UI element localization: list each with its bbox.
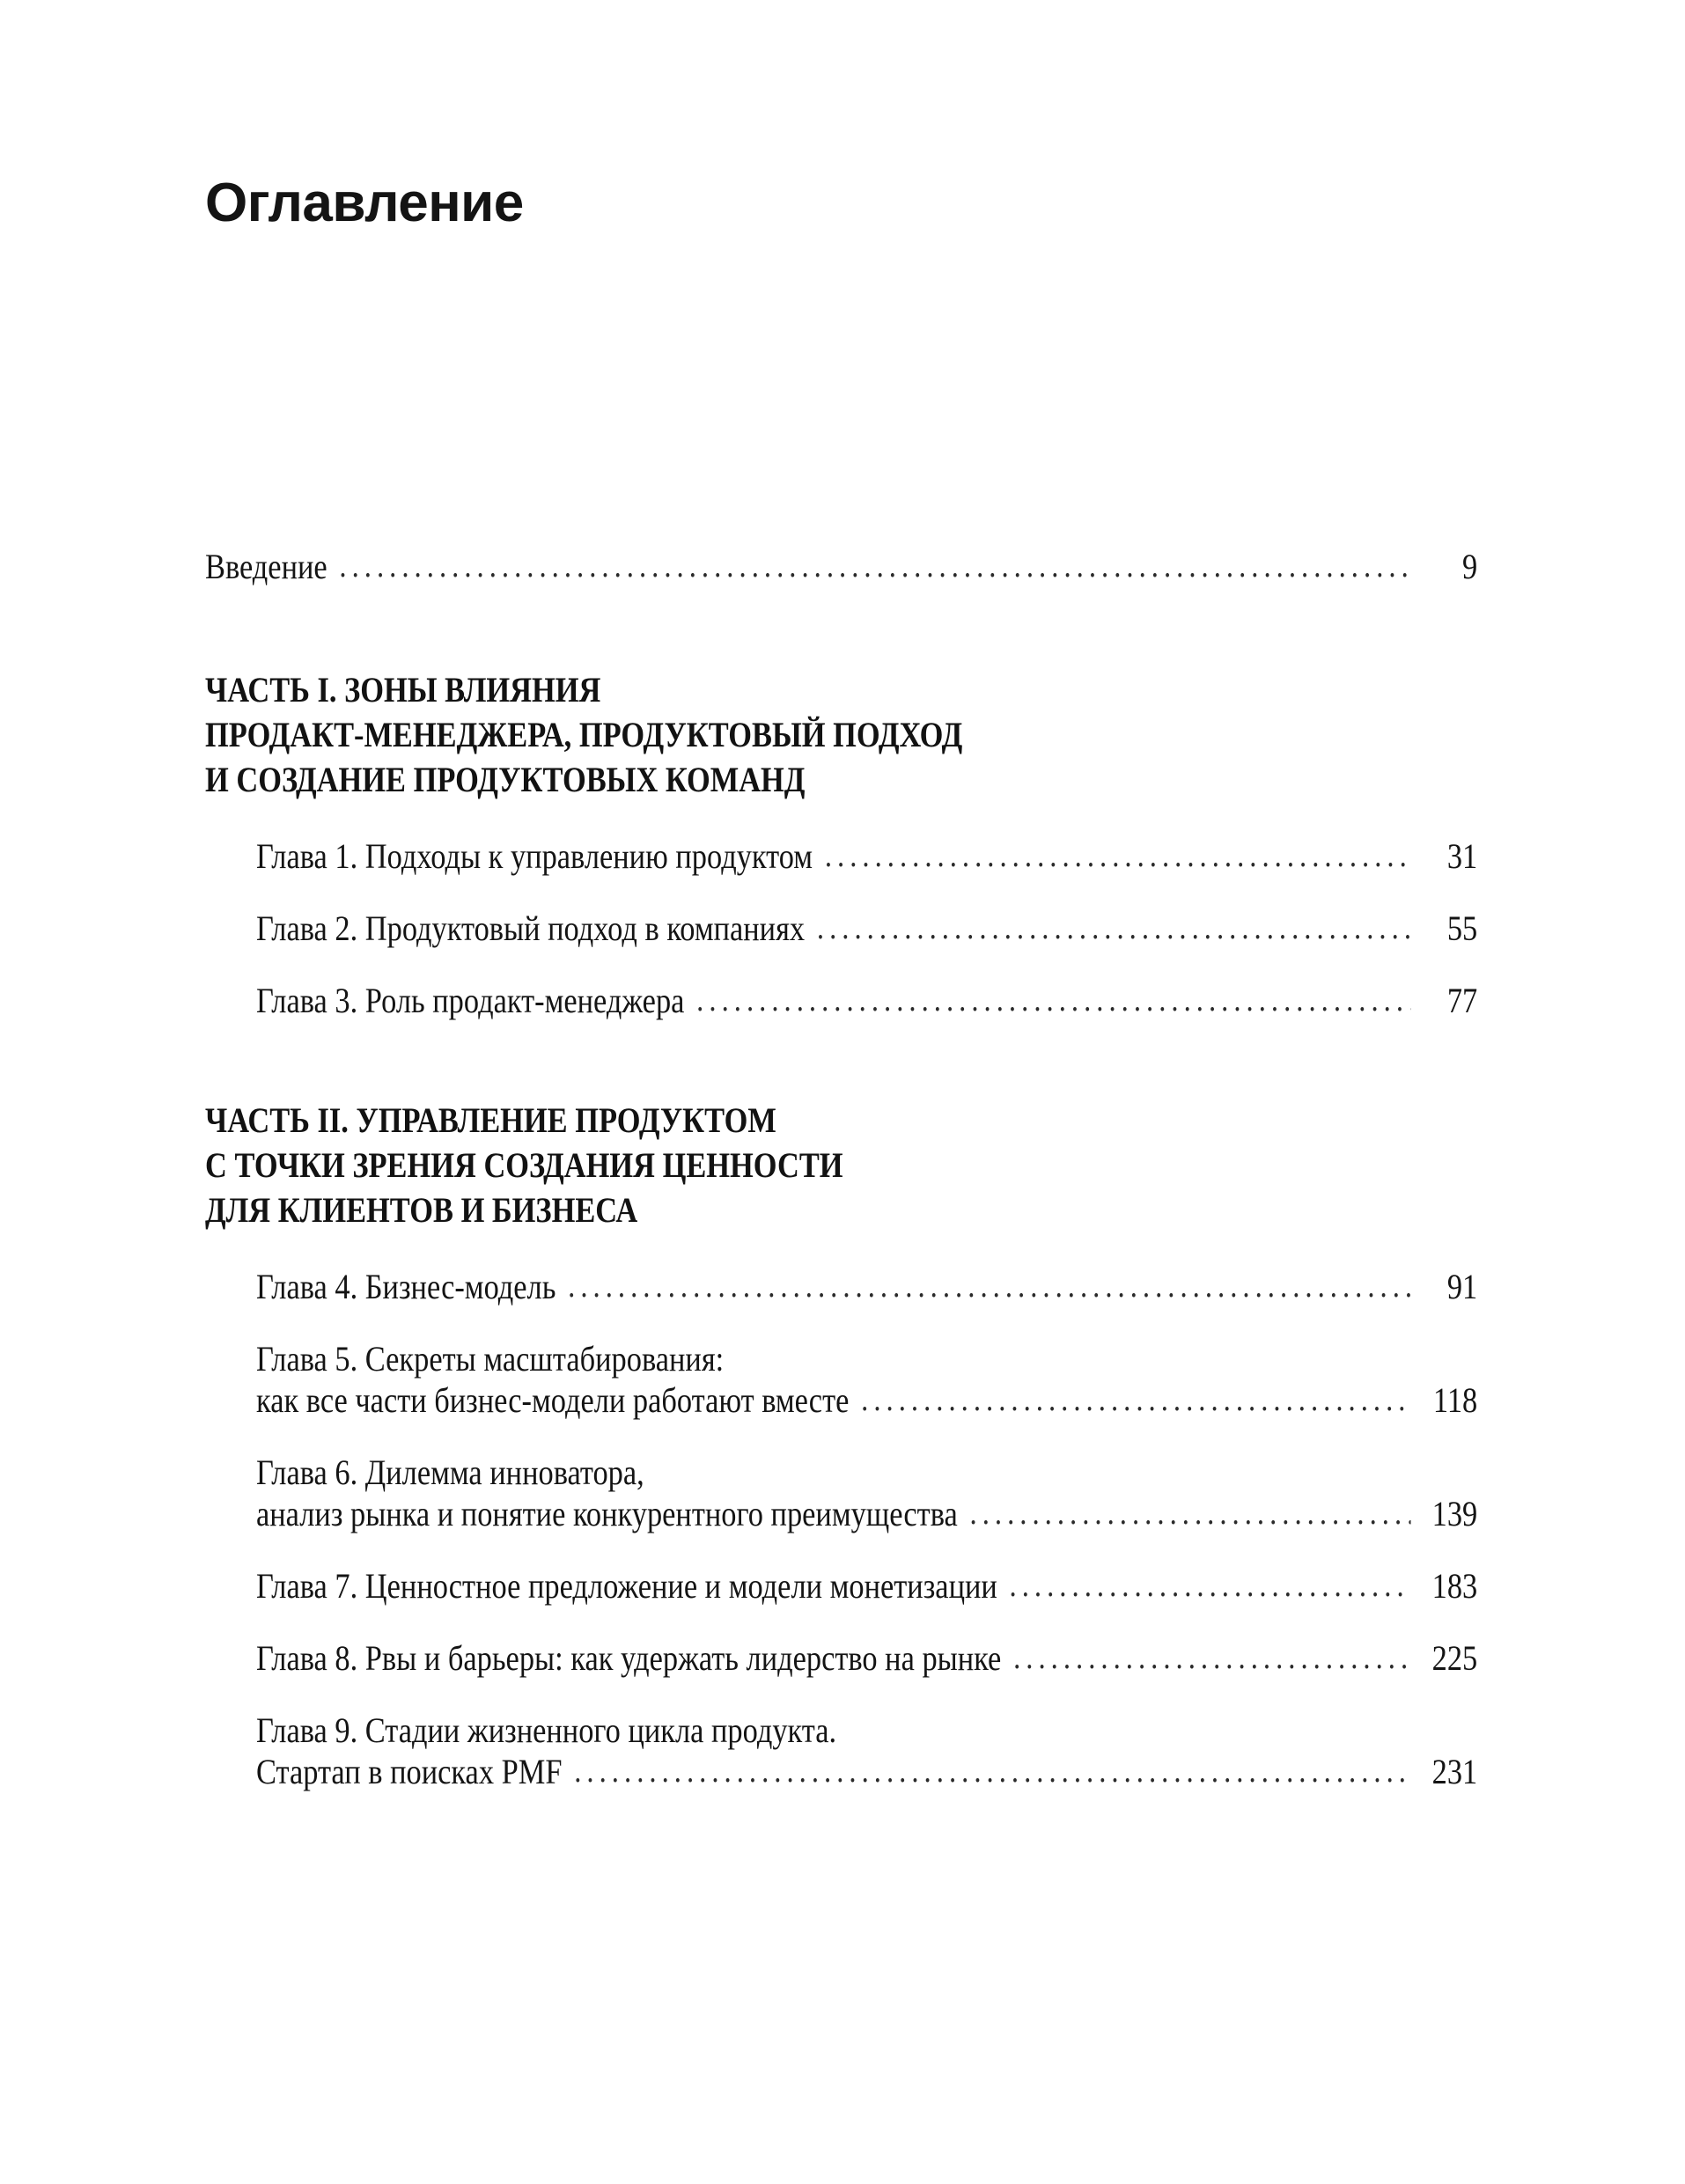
toc-entry-page-number: 91 bbox=[1446, 1267, 1478, 1307]
spacer bbox=[205, 1607, 1477, 1637]
toc-entry-chapter-4[interactable] bbox=[256, 1266, 1477, 1308]
part-heading-line: ПРОДАКТ-МЕНЕДЖЕРА, ПРОДУКТОВЫЙ ПОДХОД bbox=[205, 715, 963, 755]
toc-entry-chapter-2[interactable] bbox=[256, 908, 1477, 950]
toc-entry-chapter-7[interactable] bbox=[256, 1565, 1477, 1607]
toc-entry-page-number: 183 bbox=[1431, 1566, 1478, 1607]
toc-entry-label: Глава 7. Ценностное предложение и модели монетизации bbox=[256, 1566, 997, 1607]
toc-entry-page-number: 55 bbox=[1446, 908, 1478, 949]
toc-entry-label: Глава 9. Стадии жизненного цикла продукта. bbox=[256, 1710, 837, 1750]
toc-entry-page-number: 77 bbox=[1446, 981, 1478, 1021]
page-title: Оглавление bbox=[205, 173, 524, 233]
spacer bbox=[205, 878, 1477, 908]
part-heading-1 bbox=[205, 667, 1477, 803]
toc-entry-chapter-5[interactable] bbox=[256, 1338, 1477, 1422]
toc-entry-label: Глава 4. Бизнес-модель bbox=[256, 1267, 556, 1307]
toc-entry-label: Глава 8. Рвы и барьеры: как удержать лидерство на рынке bbox=[256, 1638, 1002, 1679]
toc-entry-list bbox=[205, 546, 1477, 1793]
toc-entry-label-cont: анализ рынка и понятие конкурентного преимущества bbox=[256, 1494, 958, 1534]
dot-leader bbox=[339, 547, 1410, 586]
toc-entry-page-number: 225 bbox=[1431, 1638, 1478, 1679]
toc-entry-page-number: 9 bbox=[1462, 547, 1478, 586]
part-heading-2 bbox=[205, 1098, 1477, 1233]
toc-entry-chapter-9[interactable] bbox=[256, 1710, 1477, 1793]
spacer bbox=[205, 950, 1477, 980]
toc-entry-label: Глава 5. Секреты масштабирования: bbox=[256, 1339, 725, 1379]
spacer bbox=[205, 1680, 1477, 1710]
spacer bbox=[205, 802, 1477, 835]
dot-leader bbox=[861, 1380, 1410, 1420]
dot-leader bbox=[1010, 1566, 1411, 1606]
spacer bbox=[205, 1422, 1477, 1452]
toc-entry-page-number: 139 bbox=[1431, 1494, 1478, 1534]
toc-entry-introduction[interactable] bbox=[205, 546, 1477, 588]
toc-entry-chapter-1[interactable] bbox=[256, 835, 1477, 878]
toc-entry-chapter-3[interactable] bbox=[256, 980, 1477, 1022]
part-heading-line: С ТОЧКИ ЗРЕНИЯ СОЗДАНИЯ ЦЕННОСТИ bbox=[205, 1145, 843, 1186]
part-heading-line: ДЛЯ КЛИЕНТОВ И БИЗНЕСА bbox=[205, 1190, 638, 1231]
toc-entry-page-number: 31 bbox=[1446, 836, 1478, 877]
part-heading-line: И СОЗДАНИЕ ПРОДУКТОВЫХ КОМАНД bbox=[205, 760, 806, 800]
toc-entry-label-cont: как все части бизнес-модели работают вместе bbox=[256, 1380, 850, 1421]
toc-entry-label: Глава 3. Роль продакт-менеджера bbox=[256, 981, 685, 1021]
toc-entry-chapter-8[interactable] bbox=[256, 1637, 1477, 1680]
toc-entry-page-number: 231 bbox=[1431, 1752, 1478, 1792]
spacer bbox=[205, 1022, 1477, 1098]
spacer bbox=[205, 588, 1477, 667]
dot-leader bbox=[574, 1752, 1410, 1791]
part-heading-line: ЧАСТЬ I. ЗОНЫ ВЛИЯНИЯ bbox=[205, 669, 601, 710]
dot-leader bbox=[1013, 1638, 1410, 1678]
dot-leader bbox=[817, 908, 1411, 948]
spacer bbox=[205, 1535, 1477, 1565]
dot-leader bbox=[696, 981, 1410, 1020]
dot-leader bbox=[825, 836, 1411, 876]
toc-entry-page-number: 118 bbox=[1432, 1380, 1478, 1421]
dot-leader bbox=[568, 1267, 1410, 1306]
spacer bbox=[205, 1232, 1477, 1266]
dot-leader bbox=[970, 1494, 1411, 1533]
toc-entry-label: Введение bbox=[205, 547, 327, 586]
spacer bbox=[205, 1308, 1477, 1338]
toc-entry-label: Глава 2. Продуктовый подход в компаниях bbox=[256, 908, 806, 949]
part-heading-line: ЧАСТЬ II. УПРАВЛЕНИЕ ПРОДУКТОМ bbox=[205, 1099, 776, 1140]
toc-entry-label-cont: Стартап в поисках PMF bbox=[256, 1752, 563, 1792]
toc-entry-label: Глава 1. Подходы к управлению продуктом bbox=[256, 836, 813, 877]
toc-entry-label: Глава 6. Дилемма инноватора, bbox=[256, 1452, 644, 1493]
toc-entry-chapter-6[interactable] bbox=[256, 1452, 1477, 1535]
